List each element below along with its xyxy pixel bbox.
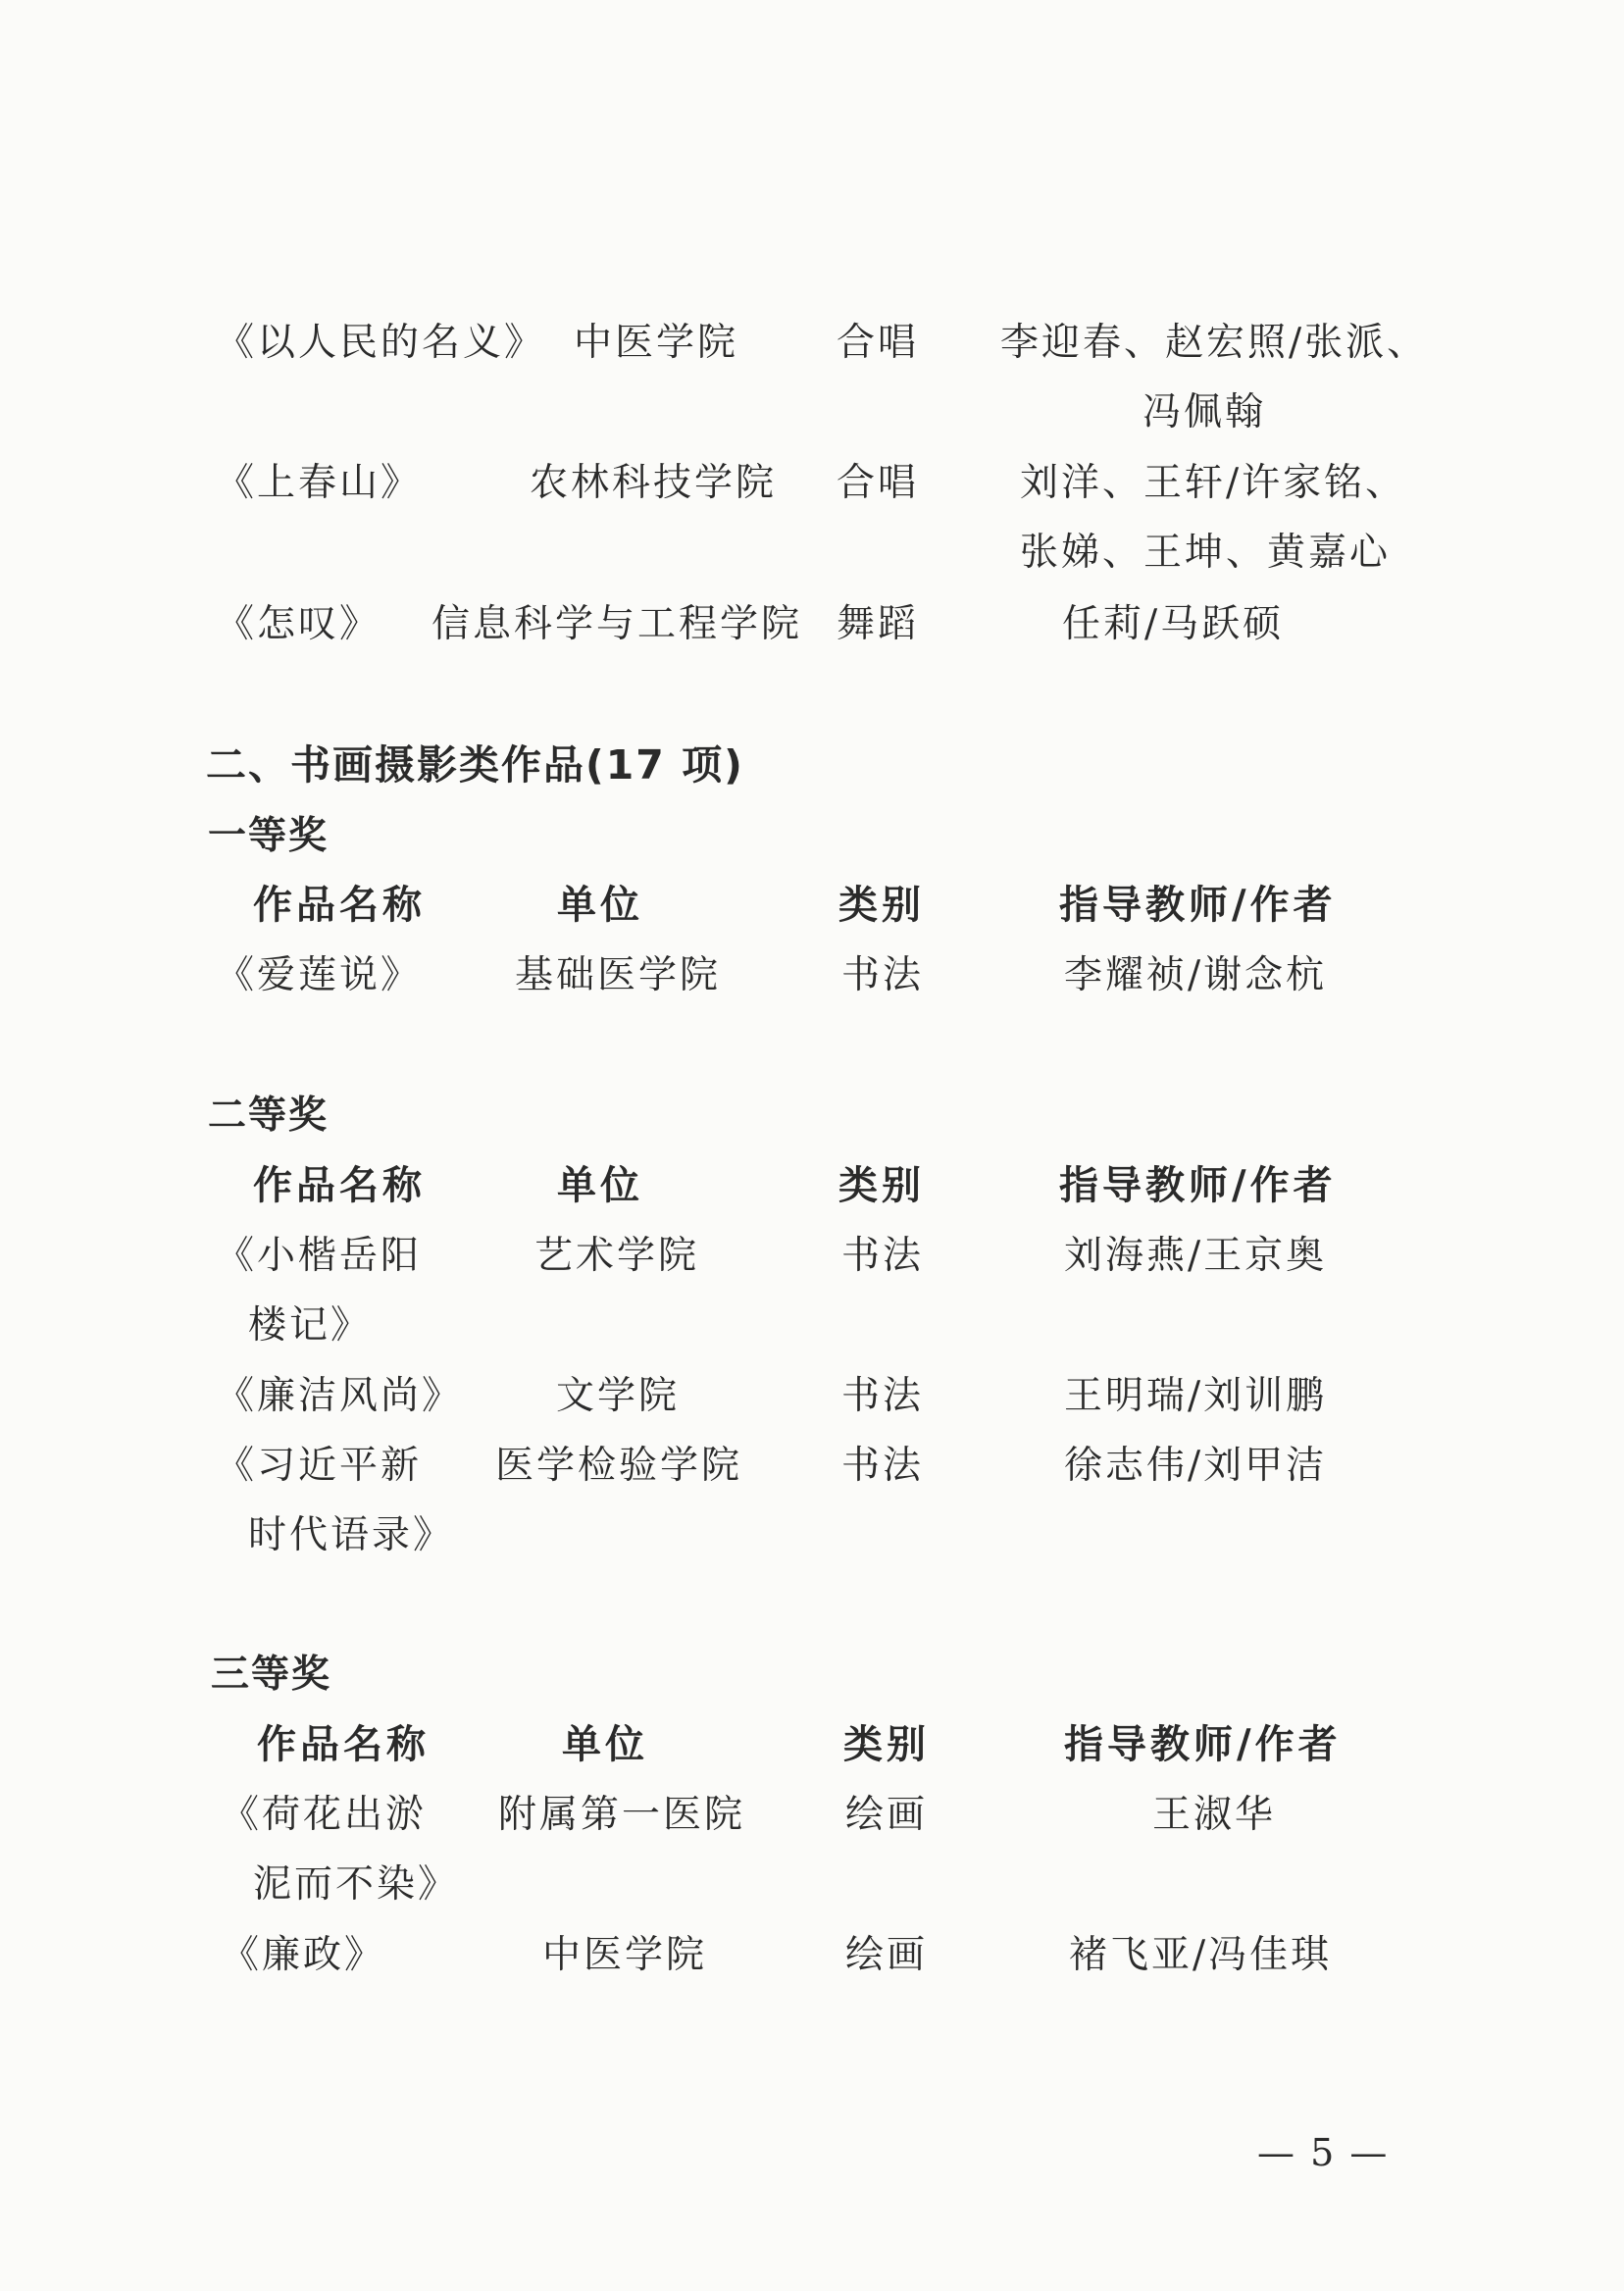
second-row-1-title-cont: 楼记》	[248, 1303, 373, 1348]
third-header-person: 指导教师/作者	[1064, 1721, 1342, 1767]
third-row-1-person: 王淑华	[1152, 1793, 1277, 1837]
third-row-2-unit: 中医学院	[542, 1933, 708, 1977]
first-row-1-unit: 基础医学院	[515, 953, 722, 997]
first-header-person: 指导教师/作者	[1059, 882, 1337, 928]
first-header-title: 作品名称	[253, 882, 426, 928]
first-header-category: 类别	[838, 882, 925, 928]
music-row-3-category: 舞蹈	[837, 602, 920, 646]
third-row-2-title: 《廉政》	[221, 1933, 386, 1977]
first-prize-label: 一等奖	[208, 814, 330, 858]
third-row-2-category: 绘画	[845, 1933, 929, 1977]
first-row-1-person: 李耀祯/谢念杭	[1064, 953, 1328, 997]
second-row-3-title-cont: 时代语录》	[248, 1513, 455, 1557]
music-row-2-unit: 农林科技学院	[530, 461, 778, 505]
music-row-1-person: 李迎春、赵宏照/张派、	[1000, 321, 1429, 365]
music-row-1-unit: 中医学院	[574, 321, 739, 365]
music-row-2-person-cont: 张娣、王坤、黄嘉心	[1020, 531, 1392, 575]
music-row-3-unit: 信息科学与工程学院	[431, 602, 803, 646]
music-row-1-title: 《以人民的名义》	[216, 321, 546, 365]
second-row-2-category: 书法	[841, 1374, 925, 1418]
third-row-2-person: 褚飞亚/冯佳琪	[1069, 1933, 1333, 1977]
third-row-1-title: 《荷花出淤	[221, 1793, 428, 1837]
music-row-2-category: 合唱	[837, 461, 920, 505]
section-2-title: 二、书画摄影类作品(17 项)	[206, 741, 744, 789]
second-row-2-unit: 文学院	[556, 1374, 681, 1418]
second-row-2-person: 王明瑞/刘训鹏	[1064, 1374, 1328, 1418]
third-header-title: 作品名称	[257, 1721, 430, 1767]
third-prize-label: 三等奖	[211, 1653, 332, 1697]
second-header-category: 类别	[838, 1162, 925, 1208]
second-row-1-category: 书法	[841, 1234, 925, 1278]
third-header-category: 类别	[843, 1721, 930, 1767]
music-row-2-person: 刘洋、王轩/许家铭、	[1020, 461, 1407, 505]
music-row-3-person: 任莉/马跃硕	[1062, 602, 1285, 646]
music-row-2-title: 《上春山》	[216, 461, 423, 505]
third-header-unit: 单位	[562, 1721, 648, 1767]
second-row-3-title: 《习近平新	[216, 1444, 423, 1488]
first-row-1-title: 《爱莲说》	[216, 953, 423, 997]
first-row-1-category: 书法	[841, 953, 925, 997]
second-row-1-unit: 艺术学院	[534, 1234, 700, 1278]
second-header-unit: 单位	[557, 1162, 643, 1208]
second-row-3-person: 徐志伟/刘甲洁	[1064, 1444, 1328, 1488]
second-header-person: 指导教师/作者	[1059, 1162, 1337, 1208]
first-header-unit: 单位	[557, 882, 643, 928]
third-row-1-category: 绘画	[845, 1793, 929, 1837]
second-row-3-category: 书法	[841, 1444, 925, 1488]
third-row-1-unit: 附属第一医院	[498, 1793, 746, 1837]
third-row-1-title-cont: 泥而不染》	[253, 1862, 460, 1907]
second-row-1-title: 《小楷岳阳	[216, 1234, 423, 1278]
second-header-title: 作品名称	[253, 1162, 426, 1208]
music-row-1-category: 合唱	[837, 321, 920, 365]
second-row-3-unit: 医学检验学院	[495, 1444, 743, 1488]
music-row-1-person-cont: 冯佩翰	[1142, 390, 1267, 434]
second-row-1-person: 刘海燕/王京奥	[1064, 1234, 1328, 1278]
second-prize-label: 二等奖	[208, 1094, 330, 1138]
page-number: — 5 —	[1257, 2131, 1390, 2174]
music-row-3-title: 《怎叹》	[216, 602, 381, 646]
second-row-2-title: 《廉洁风尚》	[216, 1374, 464, 1418]
